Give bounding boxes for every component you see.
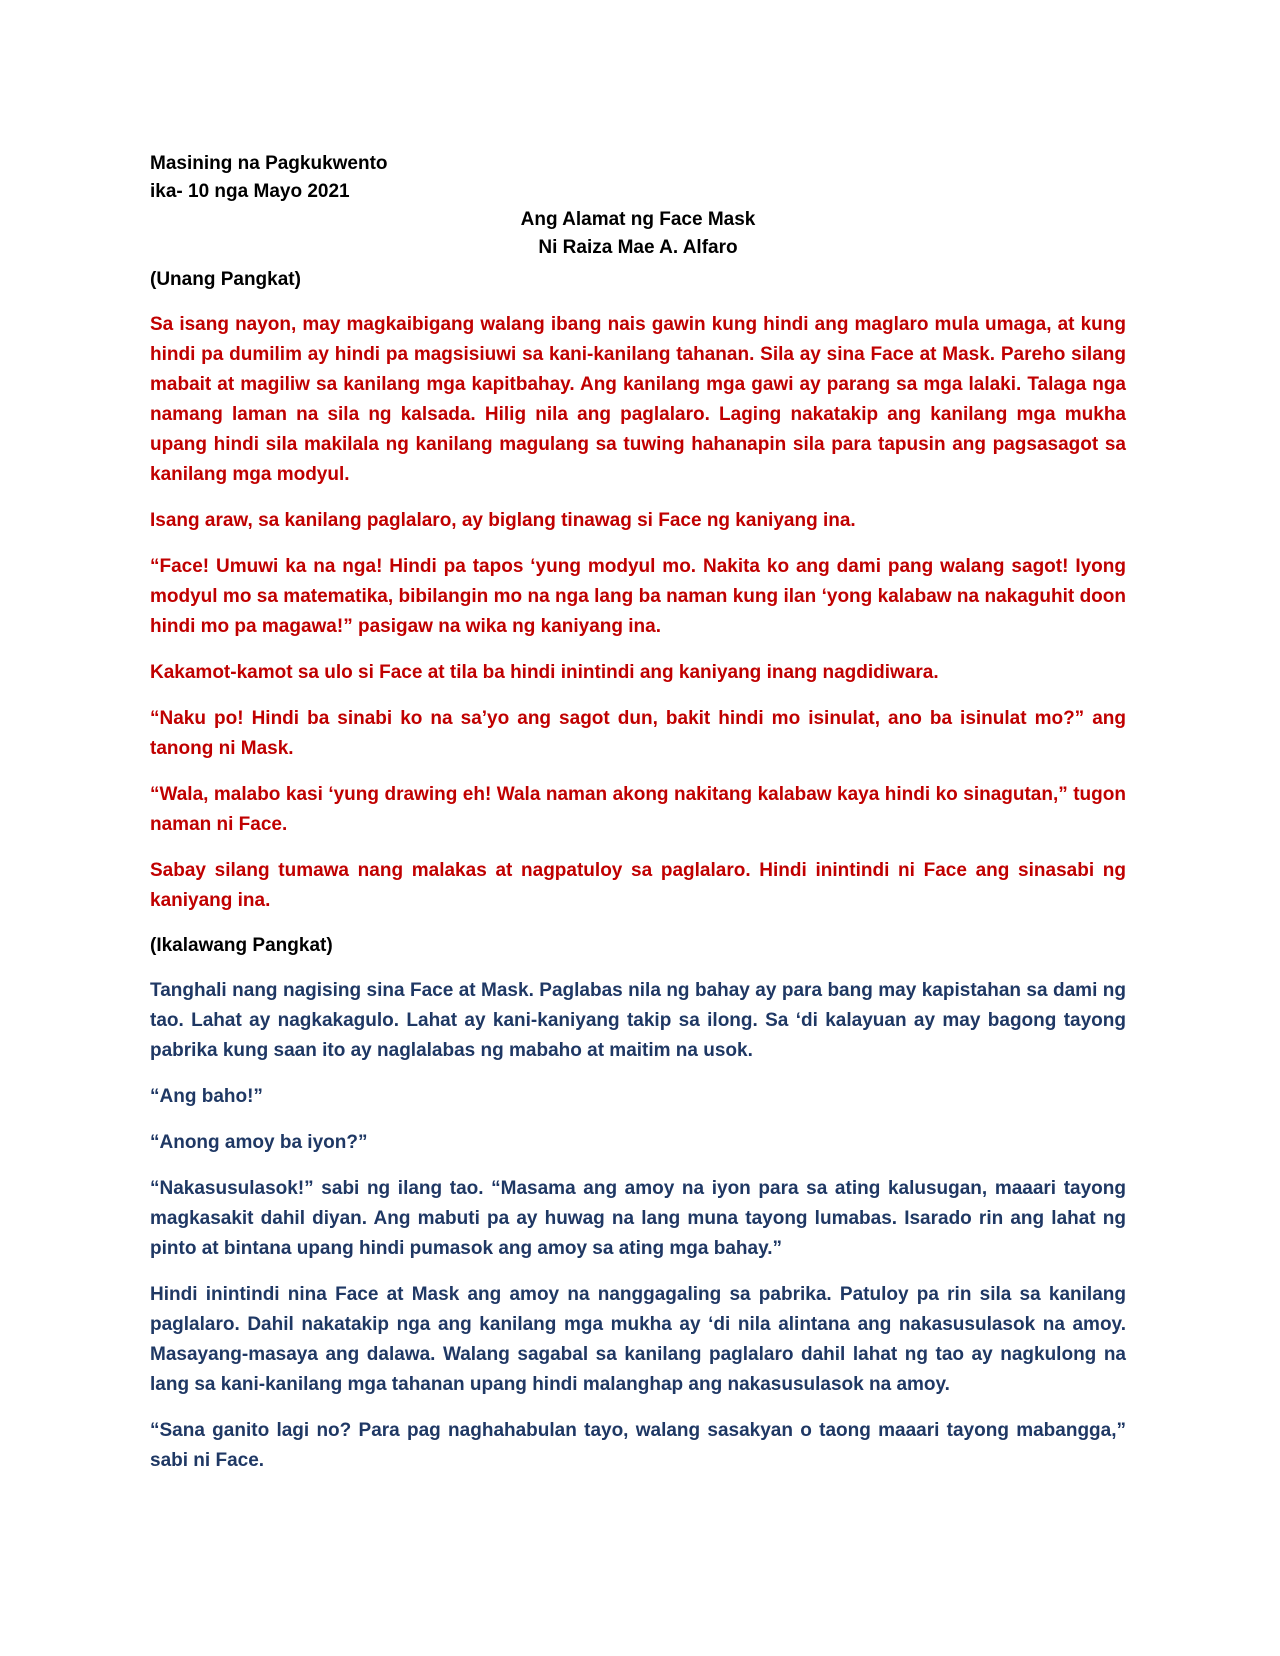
paragraph: “Nakasusulasok!” sabi ng ilang tao. “Masama ang amoy na iyon para sa ating kalusugan, maaari tayong magkasakit dahil diyan. Ang mabuti pa ay huwag na lang muna tayong lumabas. Isarado rin ang lahat ng pinto at bintana upang hindi pumasok ang amoy sa ating mga bahay.”: [150, 1178, 1126, 1259]
paragraph: Tanghali nang nagising sina Face at Mask. Paglabas nila ng bahay ay para bang may kapistahan sa dami ng tao. Lahat ay nagkakagulo. Lahat ay kani-kaniyang takip sa ilong. Sa ‘di kalayuan ay may bagong tayong pabrika kung saan ito ay naglalabas ng mabaho at maitim na usok.: [150, 980, 1126, 1061]
paragraph: Kakamot-kamot sa ulo si Face at tila ba hindi inintindi ang kaniyang inang nagdidiwara.: [150, 662, 939, 683]
paragraph: Isang araw, sa kanilang paglalaro, ay biglang tinawag si Face ng kaniyang ina.: [150, 510, 856, 531]
document-page: [150, 150, 1126, 1492]
paragraph: “Anong amoy ba iyon?”: [150, 1132, 368, 1153]
paragraph: “Wala, malabo kasi ‘yung drawing eh! Wala naman akong nakitang kalabaw kaya hindi ko sinagutan,” tugon naman ni Face.: [150, 784, 1126, 835]
subject-line: Masining na Pagkukwento: [150, 153, 388, 174]
story-title: Ang Alamat ng Face Mask: [520, 209, 756, 230]
paragraph: “Naku po! Hindi ba sinabi ko na sa’yo ang sagot dun, bakit hindi mo isinulat, ano ba isinulat mo?” ang tanong ni Mask.: [150, 708, 1126, 759]
paragraph: Sa isang nayon, may magkaibigang walang ibang nais gawin kung hindi ang maglaro mula umaga, at kung hindi pa dumilim ay hindi pa magsisiuwi sa kani-kanilang tahanan. Sila ay sina Face at Mask. Pareho silang mabait at magiliw sa kanilang mga kapitbahay. Ang kanilang mga gawi ay parang sa mga lalaki. Talaga nga namang laman na sila ng kalsada. Hilig nila ang paglalaro. Laging nakatakip ang kanilang mga mukha upang hindi sila makilala ng kanilang magulang sa tuwing hahanapin sila para tapusin ang pagsasagot sa kanilang mga modyul.: [150, 314, 1126, 485]
paragraph: Sabay silang tumawa nang malakas at nagpatuloy sa paglalaro. Hindi inintindi ni Face ang sinasabi ng kaniyang ina.: [150, 860, 1126, 911]
section-label-first-group: (Unang Pangkat): [150, 269, 301, 290]
paragraph: Hindi inintindi nina Face at Mask ang amoy na nanggagaling sa pabrika. Patuloy pa rin sila sa kanilang paglalaro. Dahil nakatakip nga ang kanilang mga mukha ay ‘di nila alintana ang nakasusulasok na amoy. Masayang-masaya ang dalawa. Walang sagabal sa kanilang paglalaro dahil lahat ng tao ay nagkulong na lang sa kani-kanilang mga tahanan upang hindi malanghap ang nakasusulasok na amoy.: [150, 1284, 1126, 1395]
paragraph: “Face! Umuwi ka na nga! Hindi pa tapos ‘yung modyul mo. Nakita ko ang dami pang walang sagot! Iyong modyul mo sa matematika, bibilangin mo na nga lang ba naman kung ilan ‘yong kalabaw na nakaguhit doon hindi mo pa magawa!” pasigaw na wika ng kaniyang ina.: [150, 556, 1126, 637]
paragraph: “Sana ganito lagi no? Para pag naghahabulan tayo, walang sasakyan o taong maaari tayong mabangga,” sabi ni Face.: [150, 1420, 1126, 1471]
section-label-second-group: (Ikalawang Pangkat): [150, 935, 333, 956]
paragraph: “Ang baho!”: [150, 1086, 263, 1107]
date-line: ika- 10 nga Mayo 2021: [150, 181, 350, 202]
story-author: Ni Raiza Mae A. Alfaro: [538, 237, 738, 258]
